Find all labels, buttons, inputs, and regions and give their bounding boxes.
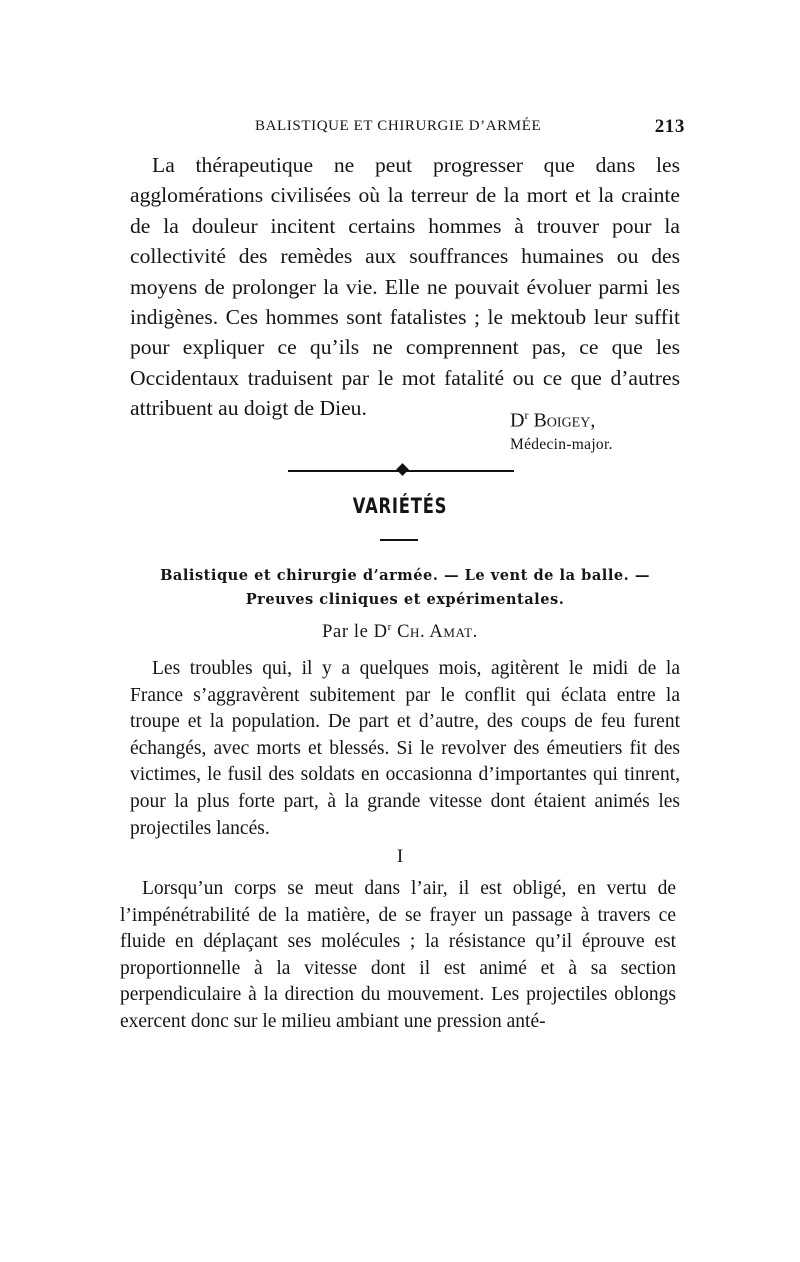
article-title [130, 564, 680, 612]
rubric-heading: VARIÉTÉS [352, 494, 448, 518]
signature-block [510, 402, 690, 454]
article-title-line-2: Preuves cliniques et expérimentales. [245, 591, 565, 608]
byline-author: Ch. Amat. [397, 622, 478, 643]
signature-title: D [510, 409, 525, 432]
article-byline [0, 621, 800, 643]
short-divider [380, 539, 418, 541]
article-paragraph-1: Les troubles qui, il y a quelques mois, agitèrent le midi de la France s’aggravèrent subitement par le conflit qui éclata entre la troupe et la population. De part et d’autre, des coups de feu furent échangés, avec morts et blessés. Si le revolver des émeutiers fit des victimes, le fusil des soldats en occasionna d’importantes qui tinrent, pour la plus forte part, à la grande vitesse dont étaient animés les projectiles lancés. [130, 658, 680, 839]
running-title: BALISTIQUE ET CHIRURGIE D’ARMÉE [255, 118, 542, 134]
article-title-line-1: Balistique et chirurgie d’armée. — Le vent de la balle. — [160, 567, 650, 584]
page-number: 213 [654, 116, 685, 137]
article-paragraph-2: Lorsqu’un corps se meut dans l’air, il est obligé, en vertu de l’impénétrabilité de la matière, de se frayer un passage à travers ce fluide en déplaçant ses molécules ; la résistance qu’il éprouve est proportionnelle à la vitesse dont il est animé et à sa section perpendiculaire à la direction du mouvement. Les projectiles oblongs exercent donc sur le milieu ambiant une pression anté- [120, 878, 676, 1032]
signature-name [510, 402, 690, 434]
section-number: I [396, 846, 404, 867]
signature-surname: Boigey, [533, 409, 596, 432]
diamond-ornament-icon [396, 463, 409, 476]
closing-paragraph: La thérapeutique ne peut progresser que dans les agglomérations civilisées où la terreur de la mort et la crainte de la douleur incitent certains hommes à trouver pour la collectivité des remèdes aux souffrances humaines ou des moyens de prolonger la vie. Elle ne pouvait évoluer parmi les indigènes. Ces hommes sont fatalistes ; le mektoub leur suffit pour expliquer ce qu’ils ne comprennent pas, ce que les Occidentaux traduisent par le mot fatalité ou ce que d’autres attribuent au doigt de Dieu. [130, 153, 680, 421]
byline-prefix: Par le D [322, 622, 388, 643]
signature-role: Médecin-major. [510, 435, 613, 453]
byline-sup: r [387, 621, 392, 633]
signature-title-sup: r [524, 408, 529, 422]
running-header [255, 116, 685, 138]
